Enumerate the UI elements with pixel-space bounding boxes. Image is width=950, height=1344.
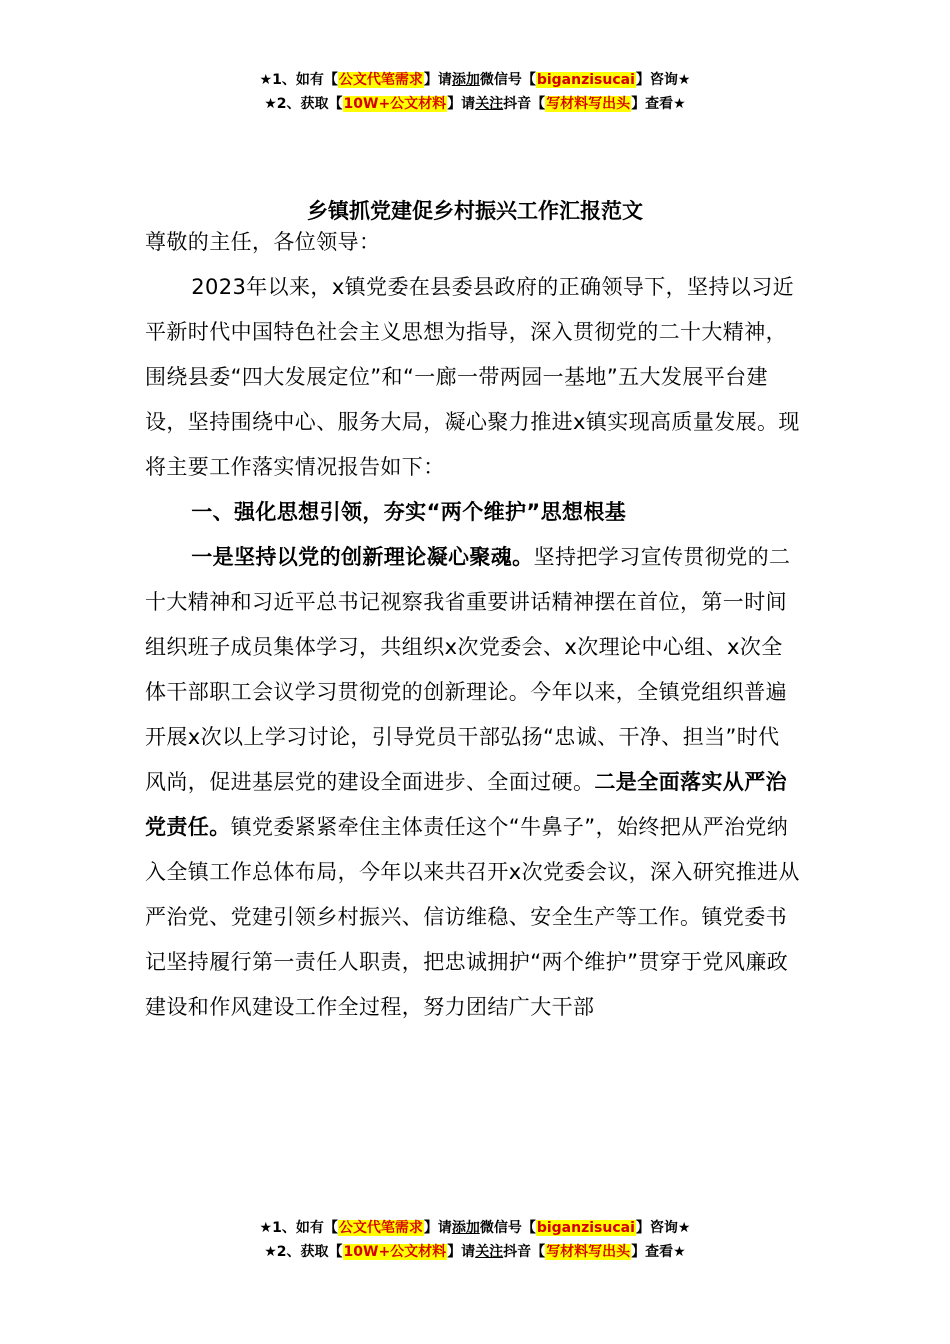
promo-text: 】请: [423, 72, 452, 88]
body-paragraph: [145, 535, 800, 1030]
promo-text: 抖音【: [503, 1244, 546, 1260]
promo-text: 】请: [447, 96, 476, 112]
promo-text: 】查看★: [631, 96, 686, 112]
promo-text: ★2、获取【: [264, 96, 343, 112]
promo-text: 】请: [423, 1220, 452, 1236]
promo-highlight: 公文代笔需求: [338, 1220, 423, 1236]
paragraph-text: 镇党委紧紧牵住主体责任这个“牛鼻子”，始终把从严治党纳入全镇工作总体布局，今年以来共召开x次党委会议，深入研究推进从严治党、党建引领乡村振兴、信访维稳、安全生产等工作。镇党委书记坚持履行第一责任人职责，把忠诚拥护“两个维护”贯穿于党风廉政建设和作风建设工作全过程，努力团结广大干部: [145, 815, 800, 1019]
promo-text: 微信号【: [479, 72, 536, 88]
bold-lead: 一是坚持以党的创新理论凝心聚魂。: [191, 545, 534, 569]
promo-douyin-id: 写材料写出头: [546, 96, 631, 112]
salutation: 尊敬的主任，各位领导：: [145, 230, 381, 254]
promo-highlight: 10W+公文材料: [343, 1244, 447, 1260]
promo-text: 】咨询★: [635, 1220, 691, 1236]
paragraph-text: 坚持把学习宣传贯彻党的二十大精神和习近平总书记视察我省重要讲话精神摆在首位，第一时间组织班子成员集体学习，共组织x次党委会、x次理论中心组、x次全体干部职工会议学习贯彻党的创新理论。今年以来，全镇党组织普遍开展x次以上学习讨论，引导党员干部弘扬“忠诚、干净、担当”时代风尚，促进基层党的建设全面进步、全面过硬。: [145, 545, 791, 794]
promo-underlined: 添加: [451, 1220, 480, 1236]
promo-text: 抖音【: [503, 96, 546, 112]
promo-banner-bottom: [0, 1216, 950, 1264]
promo-underlined: 关注: [475, 1244, 504, 1260]
intro-paragraph: 2023年以来，x镇党委在县委县政府的正确领导下，坚持以习近平新时代中国特色社会主义思想为指导，深入贯彻党的二十大精神，围绕县委“四大发展定位”和“一廊一带两园一基地”五大发展平台建设，坚持围绕中心、服务大局，凝心聚力推进x镇实现高质量发展。现将主要工作落实情况报告如下：: [145, 275, 800, 479]
promo-line-2: [0, 1240, 950, 1264]
section-heading: 一、强化思想引领，夯实“两个维护”思想根基: [191, 500, 627, 524]
document-title: 乡镇抓党建促乡村振兴工作汇报范文: [307, 199, 643, 223]
promo-douyin-id: 写材料写出头: [546, 1244, 631, 1260]
promo-text: ★2、获取【: [264, 1244, 343, 1260]
promo-wechat-id: biganzisucai: [536, 72, 635, 88]
promo-highlight: 公文代笔需求: [338, 72, 423, 88]
promo-highlight: 10W+公文材料: [343, 96, 447, 112]
promo-wechat-id: biganzisucai: [536, 1220, 635, 1236]
promo-line-1: [0, 1216, 950, 1240]
promo-banner-top: [0, 68, 950, 116]
promo-text: 】咨询★: [635, 72, 691, 88]
promo-line-2: [0, 92, 950, 116]
promo-text: 微信号【: [479, 1220, 536, 1236]
document-body: [145, 220, 800, 1030]
promo-text: ★1、如有【: [259, 72, 338, 88]
promo-text: 】查看★: [631, 1244, 686, 1260]
promo-line-1: [0, 68, 950, 92]
promo-text: ★1、如有【: [259, 1220, 338, 1236]
promo-underlined: 添加: [451, 72, 480, 88]
bold-lead: 二是全面落实从严治党责任。: [145, 770, 788, 839]
promo-underlined: 关注: [475, 96, 504, 112]
promo-text: 】请: [447, 1244, 476, 1260]
